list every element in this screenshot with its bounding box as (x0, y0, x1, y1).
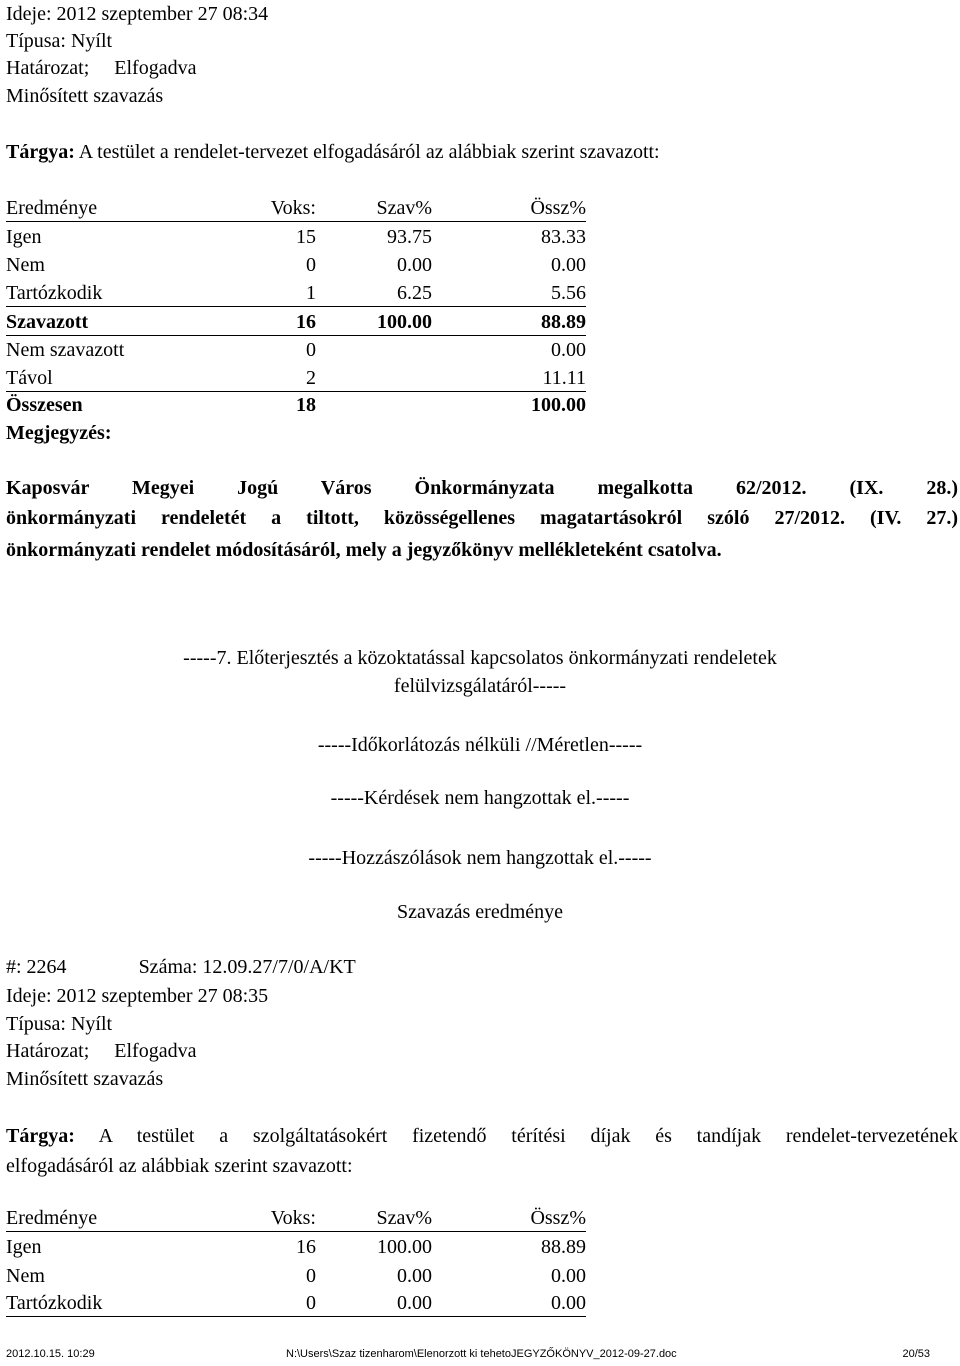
resolution-line-2: önkormányzati rendeletét a tiltott, közösségellenes magatartásokról szóló 27/2012. (IV. 27.) (6, 507, 958, 529)
result-table-header (6, 1205, 586, 1232)
row-vote-pct: 0.00 (397, 1265, 432, 1287)
row-total-pct: 88.89 (541, 311, 586, 333)
row-total-pct: 0.00 (551, 254, 586, 276)
row-total-pct: 83.33 (541, 226, 586, 248)
vote-code: Száma: 12.09.27/7/0/A/KT (138, 956, 356, 978)
row-total-pct: 0.00 (551, 1292, 586, 1314)
agenda-item-title-cont: felülvizsgálatáról----- (393, 675, 567, 697)
table-row (6, 365, 586, 392)
vote-subject (6, 140, 660, 164)
row-total-pct: 88.89 (541, 1236, 586, 1258)
row-votes: 0 (306, 254, 316, 276)
row-vote-pct: 100.00 (377, 311, 432, 333)
table-row (6, 337, 586, 363)
row-label: Távol (6, 367, 53, 389)
row-vote-pct: 0.00 (397, 1292, 432, 1314)
footer-date: 2012.10.15. 10:29 (6, 1348, 95, 1360)
row-total-pct: 11.11 (542, 367, 586, 389)
vote-number: #: 2264 (6, 956, 67, 978)
row-total-pct: 100.00 (531, 394, 586, 416)
row-label: Összesen (6, 394, 83, 416)
footer-path: N:\Users\Szaz tizenharom\Elenorzott ki tehetoJEGYZŐKÖNYV_2012-09-27.doc (286, 1348, 677, 1360)
table-row (6, 392, 586, 418)
row-label: Nem (6, 254, 45, 276)
row-label: Tartózkodik (6, 282, 103, 304)
row-votes: 0 (306, 1265, 316, 1287)
subject-text: A testület a rendelet-tervezet elfogadásáról az alábbiak szerint szavazott: (78, 141, 660, 163)
decision-value: Elfogadva (114, 57, 197, 79)
row-total-pct: 0.00 (551, 1265, 586, 1287)
col-header-vote-pct: Szav% (376, 1207, 432, 1229)
vote-type: Típusa: Nyílt (6, 1013, 113, 1035)
row-total-pct: 5.56 (551, 282, 586, 304)
row-votes: 2 (306, 367, 316, 389)
vote-decision (6, 56, 196, 80)
vote-subject-cont: elfogadásáról az alábbiak szerint szavazott: (6, 1155, 353, 1177)
table-row (6, 280, 586, 307)
table-row (6, 1263, 586, 1289)
table-row (6, 224, 586, 250)
col-header-votes: Voks: (270, 197, 316, 219)
decision-label: Határozat; (6, 57, 90, 79)
table-row (6, 309, 586, 336)
vote-type: Típusa: Nyílt (6, 30, 113, 52)
row-votes: 18 (296, 394, 316, 416)
resolution-line-3: önkormányzati rendelet módosításáról, mely a jegyzőkönyv mellékleteként csatolva. (6, 539, 722, 561)
row-label: Nem (6, 1265, 45, 1287)
row-votes: 0 (306, 339, 316, 361)
table-row (6, 1290, 586, 1317)
subject-label: Tárgya: (6, 141, 75, 163)
vote-time: Ideje: 2012 szeptember 27 08:34 (6, 3, 269, 25)
row-label: Tartózkodik (6, 1292, 103, 1314)
col-header-votes: Voks: (270, 1207, 316, 1229)
row-vote-pct: 93.75 (387, 226, 432, 248)
col-header-result: Eredménye (6, 197, 98, 219)
questions-note: -----Kérdések nem hangzottak el.----- (330, 787, 630, 809)
subject-label: Tárgya: (6, 1125, 75, 1147)
note-label: Megjegyzés: (6, 422, 112, 444)
decision-label: Határozat; (6, 1040, 90, 1062)
vote-result-heading: Szavazás eredménye (396, 901, 563, 923)
vote-subject (6, 1122, 958, 1150)
time-limit-note: -----Időkorlátozás nélküli //Méretlen----- (317, 734, 643, 756)
col-header-total-pct: Össz% (530, 197, 586, 219)
row-label: Igen (6, 226, 42, 248)
footer-page: 20/53 (902, 1348, 930, 1360)
table-row (6, 252, 586, 278)
row-votes: 15 (296, 226, 316, 248)
row-vote-pct: 6.25 (397, 282, 432, 304)
vote-number-line (6, 955, 356, 979)
row-label: Igen (6, 1236, 42, 1258)
col-header-result: Eredménye (6, 1207, 98, 1229)
subject-text: A testület a szolgáltatásokért fizetendő térítési díjak és tandíjak rendelet-tervezetének (98, 1125, 958, 1147)
vote-time: Ideje: 2012 szeptember 27 08:35 (6, 985, 269, 1007)
result-table-header (6, 195, 586, 222)
agenda-item-title: -----7. Előterjesztés a közoktatással kapcsolatos önkormányzati rendeletek (183, 647, 777, 669)
col-header-vote-pct: Szav% (376, 197, 432, 219)
col-header-total-pct: Össz% (530, 1207, 586, 1229)
decision-value: Elfogadva (114, 1040, 197, 1062)
comments-note: -----Hozzászólások nem hangzottak el.----- (308, 847, 652, 869)
row-votes: 0 (306, 1292, 316, 1314)
row-vote-pct: 100.00 (377, 1236, 432, 1258)
row-label: Nem szavazott (6, 339, 125, 361)
vote-decision (6, 1039, 196, 1063)
row-votes: 1 (306, 282, 316, 304)
row-votes: 16 (296, 1236, 316, 1258)
row-vote-pct: 0.00 (397, 254, 432, 276)
row-votes: 16 (296, 311, 316, 333)
vote-qualified: Minősített szavazás (6, 1068, 164, 1090)
row-label: Szavazott (6, 311, 89, 333)
resolution-line-1: Kaposvár Megyei Jogú Város Önkormányzata megalkotta 62/2012. (IX. 28.) (6, 477, 958, 499)
row-total-pct: 0.00 (551, 339, 586, 361)
table-row (6, 1234, 586, 1260)
vote-qualified: Minősített szavazás (6, 85, 164, 107)
